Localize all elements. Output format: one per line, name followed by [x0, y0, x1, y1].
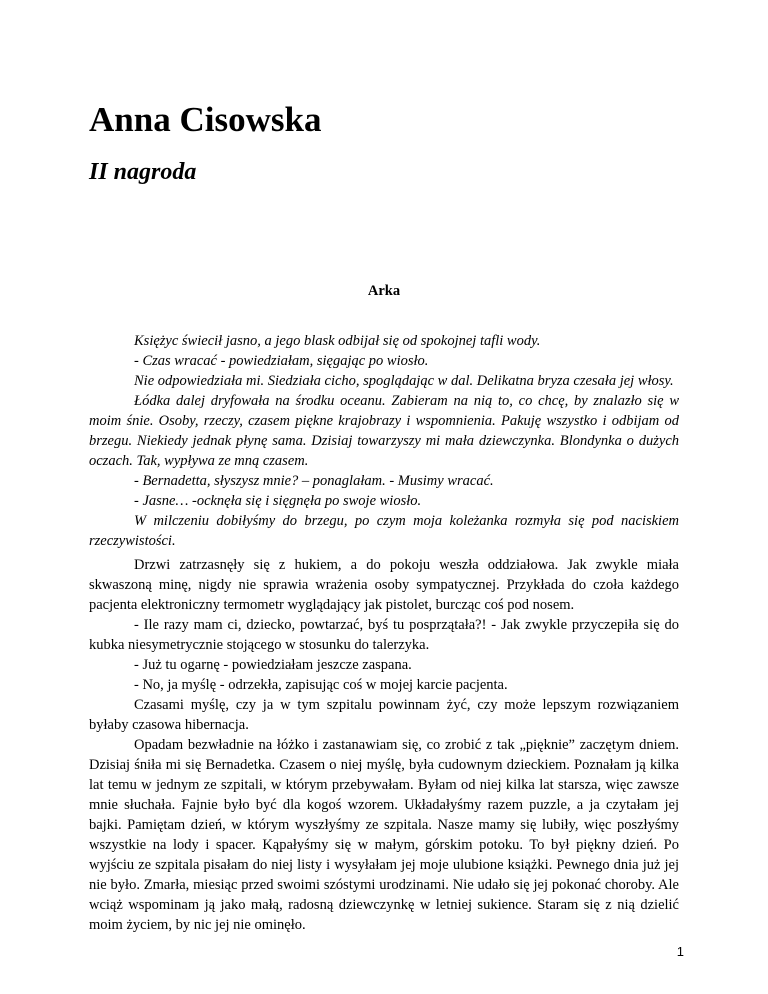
- page-number: 1: [676, 944, 684, 959]
- reality-paragraph: Czasami myślę, czy ja w tym szpitalu powinnam żyć, czy może lepszym rozwiązaniem byłaby czasowa hibernacja.: [89, 697, 679, 733]
- dream-paragraph: Księżyc świecił jasno, a jego blask odbijał się od spokojnej tafli wody.: [134, 333, 541, 349]
- dream-paragraph: Łódka dalej dryfowała na środku oceanu. Zabieram na nią to, co chcę, by znalazło się w moim śnie. Osoby, rzeczy, czasem piękne krajobrazy i wspomnienia. Pakuję wszystko i odbijam od brzegu. Niekiedy jednak płynę sama. Dzisiaj towarzyszy mi mała dziewczynka. Blondynka o dużych oczach. Tak, wypływa ze mną czasem.: [89, 393, 679, 469]
- dream-paragraph: - Czas wracać - powiedziałam, sięgając po wiosło.: [134, 353, 429, 369]
- dream-paragraph: - Jasne… -ocknęła się i sięgnęła po swoje wiosło.: [134, 493, 422, 509]
- dream-paragraph: Nie odpowiedziała mi. Siedziała cicho, spoglądając w dal. Delikatna bryza czesała jej włosy.: [134, 373, 674, 389]
- reality-paragraph: Drzwi zatrzasnęły się z hukiem, a do pokoju weszła oddziałowa. Jak zwykle miała skwaszoną minę, nigdy nie sprawia wrażenia osoby sympatycznej. Przykłada do czoła każdego pacjenta elektroniczny termometr wyglądający jak pistolet, burcząc coś pod nosem.: [89, 557, 679, 613]
- reality-paragraph: Opadam bezwładnie na łóżko i zastanawiam się, co zrobić z tak „pięknie” zaczętym dniem. Dzisiaj śniła mi się Bernadetka. Czasem o niej myślę, była cudownym dzieckiem. Poznałam ją kilka lat temu w jednym ze szpitali, w którym przebywałam. Byłam od niej kilka lat starsza, więc zawsze mnie słuchała. Fajnie było być dla kogoś wzorem. Układałyśmy razem puzzle, a ja czytałam jej bajki. Pamiętam dzień, w którym wyszłyśmy ze szpitala. Nasze mamy się lubiły, więc poszłyśmy wszystkie na lody i spacer. Kąpałyśmy się w małym, górskim potoku. To był piękny dzień. Po wyjściu ze szpitala pisałam do niej listy i wysyłałam jej moje ulubione książki. Pewnego dnia już jej nie było. Zmarła, miesiąc przed swoimi szóstymi urodzinami. Nie udało się jej pokonać choroby. Ale wciąż wspominam ją jako małą, radosną dziewczynkę w letniej sukience. Staram się z nią dzielić moim życiem, by nic jej nie ominęło.: [89, 737, 679, 933]
- reality-section: [89, 555, 679, 935]
- dream-paragraph: W milczeniu dobiłyśmy do brzegu, po czym moja koleżanka rozmyła się pod naciskiem rzeczywistości.: [89, 513, 679, 549]
- author-name: Anna Cisowska: [89, 100, 322, 139]
- dream-paragraph: - Bernadetta, słyszysz mnie? – ponaglałam. - Musimy wracać.: [134, 473, 494, 489]
- story-title: Arka: [367, 283, 401, 299]
- reality-paragraph: - Ile razy mam ci, dziecko, powtarzać, byś tu posprzątała?! - Jak zwykle przyczepiła się do kubka niesymetrycznie stojącego w stosunku do talerzyka.: [89, 617, 679, 653]
- reality-paragraph: - No, ja myślę - odrzekła, zapisując coś w mojej karcie pacjenta.: [134, 677, 508, 693]
- dream-section: [89, 331, 679, 551]
- reality-paragraph: - Już tu ogarnę - powiedziałam jeszcze zaspana.: [134, 657, 412, 673]
- award-label: II nagroda: [89, 159, 197, 185]
